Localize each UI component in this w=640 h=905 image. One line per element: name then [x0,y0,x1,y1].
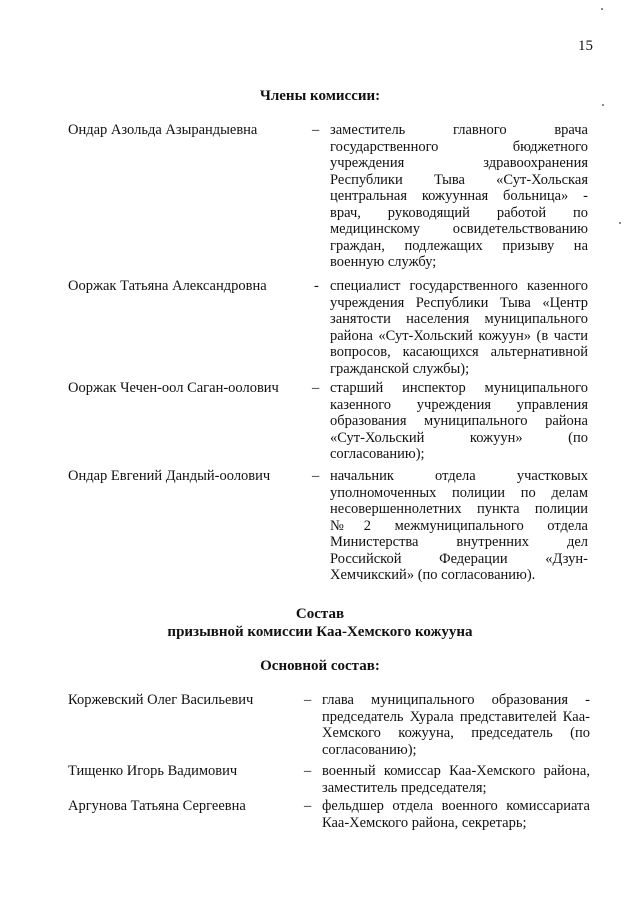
member-name: Ооржак Чечен-оол Саган-оолович [68,380,279,396]
dash-separator: – [304,763,312,779]
member-name: Тищенко Игорь Вадимович [68,763,238,779]
member-role: глава муниципального образования - председатель Хурала представителей Каа-Хемского кожууна, председатель (по согласованию); [322,692,590,758]
composition-subtitle: призывной комиссии Каа-Хемского кожууна [167,624,473,640]
dash-separator: – [304,798,312,814]
member-role: старший инспектор муниципального казенного учреждения управления образования муниципального района «Сут-Хольский кожуун» (по согласованию); [330,380,588,462]
scan-speck [619,222,621,224]
main-composition-heading: Основной состав: [260,658,380,674]
scan-speck [602,104,604,106]
member-role: военный комиссар Каа-Хемского района, заместитель председателя; [322,763,590,796]
member-name: Ондар Евгений Дандый-оолович [68,468,271,484]
members-heading: Члены комиссии: [259,88,381,104]
member-name: Коржевский Олег Васильевич [68,692,254,708]
member-name: Ооржак Татьяна Александровна [68,278,267,294]
dash-separator: – [312,380,320,396]
dash-separator: – [312,122,320,138]
page-number: 15 [578,38,593,54]
member-role: заместитель главного врача государственного бюджетного учреждения здравоохранения Республики Тыва «Сут-Хольская центральная кожуунная больница» - врач, руководящий работой по медицинскому освидетельствованию граждан, подлежащих призыву на военную службу; [330,122,588,270]
dash-separator: - [314,278,319,294]
member-role: специалист государственного казенного учреждения Республики Тыва «Центр занятости населения муниципального района «Сут-Хольский кожуун» (в части вопросов, касающихся альтернативной гражданской службы); [330,278,588,377]
member-role: фельдшер отдела военного комиссариата Каа-Хемского района, секретарь; [322,798,590,831]
member-name: Ондар Азольда Азырандыевна [68,122,258,138]
member-role: начальник отдела участковых уполномоченных полиции по делам несовершеннолетних пункта полиции №2 межмуниципального отдела Министерства внутренних дел Российской Федерации «Дзун-Хемчикский» (по согласованию). [330,468,588,583]
dash-separator: – [304,692,312,708]
member-name: Аргунова Татьяна Сергеевна [68,798,246,814]
scan-speck [601,8,603,10]
dash-separator: – [312,468,320,484]
composition-title: Состав [295,606,345,622]
